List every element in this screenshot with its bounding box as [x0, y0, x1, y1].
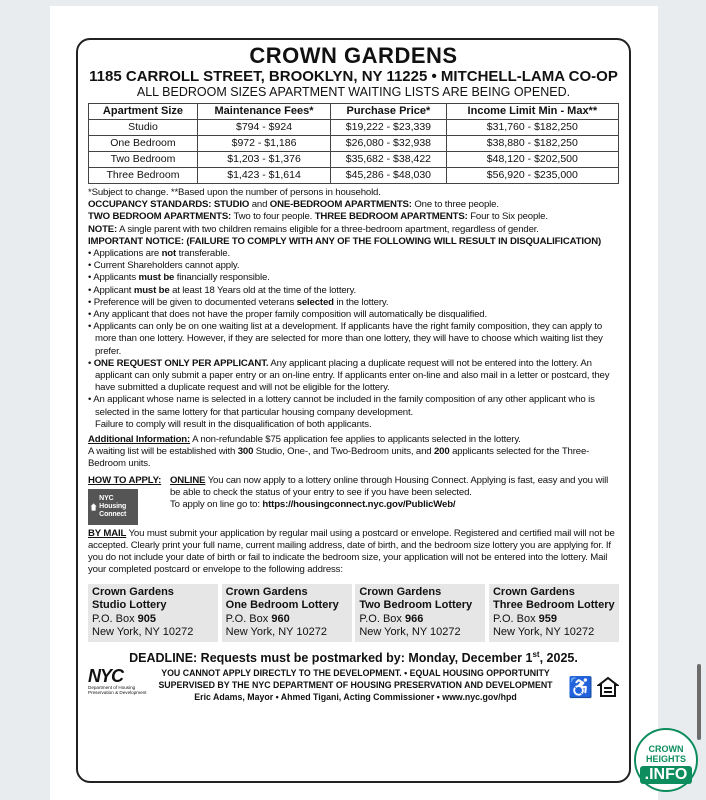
additional-line-2: [88, 446, 619, 470]
box-lottery: One Bedroom Lottery: [225, 599, 339, 612]
rule-text: in the lottery.: [336, 296, 389, 308]
po-label: P.O. Box: [225, 612, 269, 625]
equal-housing-icon: [597, 676, 619, 698]
occupancy-line: [88, 199, 619, 211]
additional-text: A non-refundable $75 application fee applies to applicants selected in the lottery.: [192, 434, 521, 446]
po-number: 960: [271, 612, 290, 625]
po-label: P.O. Box: [359, 612, 402, 625]
box-po: [359, 613, 481, 627]
table-header-row: [89, 104, 619, 120]
important-notice: [88, 236, 619, 248]
page-title: CROWN GARDENS: [249, 43, 458, 68]
rules-list: [88, 248, 619, 431]
rule-emphasis: must be: [133, 284, 170, 296]
badge-line-1: CROWN: [648, 744, 684, 754]
rule-text: at least 18 Years old at the time of the lottery.: [172, 284, 357, 296]
by-mail-label: BY MAIL: [88, 527, 127, 539]
rule-text: Any applicant that does not have the proper family composition will automatically be disqualified.: [93, 309, 487, 321]
address-box-one-bedroom: [222, 584, 352, 642]
studio-label: STUDIO: [213, 199, 250, 211]
apply-link-line: [170, 499, 619, 511]
rule-text: An applicant whose name is selected in a lottery cannot be included in the family composition of any other applicant who is selected in the same lottery for that particular housing company development.: [93, 394, 595, 418]
badge-line-1b: HEIGHTS: [645, 754, 686, 764]
list-item: [88, 260, 619, 272]
col-purchase: Purchase Price*: [331, 104, 447, 120]
table-cell: $972 - $1,186: [197, 136, 330, 152]
box-city: New York, NY 10272: [92, 626, 194, 639]
deadline-text: DEADLINE: Requests must be postmarked by: Monday, December 1: [129, 650, 533, 665]
count-300: 300: [237, 446, 254, 458]
note-line: [88, 224, 619, 236]
list-item: [88, 309, 619, 321]
list-item: [88, 297, 619, 309]
badge-line-2: .INFO: [640, 766, 692, 784]
box-city: New York, NY 10272: [359, 626, 461, 639]
table-cell: One Bedroom: [89, 136, 198, 152]
by-mail: [88, 528, 619, 577]
three-bedroom-label: THREE BEDROOM APARTMENTS:: [314, 211, 468, 223]
how-to-apply-label: HOW TO APPLY:: [88, 474, 162, 486]
additional-info: [88, 434, 619, 471]
address-line: 1185 CARROLL STREET, BROOKLYN, NY 11225 • MITCHELL-LAMA CO-OP: [89, 68, 618, 85]
how-to-apply: [88, 475, 619, 525]
table-cell: Two Bedroom: [89, 152, 198, 168]
table-cell: $31,760 - $182,250: [446, 120, 618, 136]
additional-text: A waiting list will be established with: [88, 446, 236, 458]
box-po: [92, 613, 214, 627]
footer-line-3: Eric Adams, Mayor • Ahmed Tigani, Acting Commissioner • www.nyc.gov/hpd: [194, 691, 517, 702]
rule-emphasis: not: [161, 248, 177, 260]
footer-line-2: SUPERVISED BY THE NYC DEPARTMENT OF HOUSING PRESERVATION AND DEVELOPMENT: [158, 679, 553, 690]
po-number: 959: [538, 612, 557, 625]
online-text: You can now apply to a lottery online through Housing Connect. Applying is fast, easy and you will be able to check the status of your entry to see if you have been selected.: [170, 474, 609, 498]
rule-text: Applicants: [93, 272, 136, 284]
and-text: and: [251, 199, 268, 211]
page: [50, 6, 658, 800]
mailing-addresses: [88, 584, 619, 642]
deadline-sup: st: [532, 649, 540, 659]
po-number: 905: [137, 612, 157, 625]
rule-text: Applicants can only be on one waiting list at a development. If applicants have the right family composition, they can apply to more than one lottery. However, if they are selected for more than one lottery, they will have to choose which waiting list they prefer.: [93, 321, 603, 357]
online-line: [170, 475, 619, 499]
table-cell: $1,423 - $1,614: [197, 168, 330, 184]
po-number: 966: [404, 612, 424, 625]
col-income: Income Limit Min - Max**: [446, 104, 618, 120]
col-maintenance: Maintenance Fees*: [197, 104, 330, 120]
table-row: [89, 120, 619, 136]
table-cell: $35,682 - $38,422: [331, 152, 447, 168]
footer-text: [152, 667, 559, 703]
col-apartment-size: Apartment Size: [89, 104, 198, 120]
table-cell: $26,080 - $32,938: [331, 136, 447, 152]
additional-text: applicants selected for the Three-Bedroom units.: [88, 446, 590, 470]
fees-table: [88, 103, 619, 184]
rule-text: Applications are: [93, 248, 160, 260]
notice-body: [88, 187, 619, 577]
footer-icons: [559, 675, 619, 700]
box-lottery: Studio Lottery: [92, 599, 167, 612]
table-cell: Three Bedroom: [89, 168, 198, 184]
table-row: [89, 152, 619, 168]
footer-line-1: YOU CANNOT APPLY DIRECTLY TO THE DEVELOPMENT. • EQUAL HOUSING OPPORTUNITY: [161, 667, 550, 678]
hpd-dept-text: Department of Housing Preservation & Development: [88, 684, 147, 695]
table-cell: Studio: [89, 120, 198, 136]
apply-url-link[interactable]: https://housingconnect.nyc.gov/PublicWeb/: [262, 499, 456, 511]
deadline-tail: , 2025.: [539, 650, 578, 665]
list-item: [88, 358, 619, 395]
additional-text: Studio, One-, and Two-Bedroom units, and: [255, 446, 432, 458]
table-row: [89, 168, 619, 184]
count-200: 200: [434, 446, 450, 458]
rule-text: Failure to comply will result in the disqualification of both applicants.: [95, 418, 372, 430]
one-bedroom-text: One to three people.: [414, 199, 499, 211]
box-name: Crown Gardens: [92, 585, 174, 598]
table-cell: $1,203 - $1,376: [197, 152, 330, 168]
list-item: [88, 394, 619, 431]
rule-text: Preference will be given to documented veterans: [93, 296, 295, 308]
two-bedroom-text: Two to four people.: [233, 211, 313, 223]
nyc-mark: NYC: [88, 665, 124, 686]
additional-line-1: [88, 434, 619, 446]
table-row: [89, 136, 619, 152]
rule-emphasis: must be: [138, 272, 175, 284]
accessibility-icon: ♿: [568, 676, 593, 699]
occupancy-label: OCCUPANCY STANDARDS:: [88, 199, 212, 211]
housing-connect-logo: [88, 489, 138, 525]
notice-card: [76, 38, 631, 783]
box-name: Crown Gardens: [359, 585, 442, 598]
apply-left: [88, 475, 170, 525]
box-po: [226, 613, 348, 627]
address-box-three-bedroom: [489, 584, 619, 642]
apply-online: [170, 475, 619, 525]
rule-text: financially responsible.: [176, 272, 270, 284]
rule-emphasis: ONE REQUEST ONLY PER APPLICANT.: [93, 357, 269, 369]
box-name: Crown Gardens: [492, 585, 575, 598]
box-city: New York, NY 10272: [225, 626, 327, 639]
table-cell: $794 - $924: [197, 120, 330, 136]
waiting-list-line: ALL BEDROOM SIZES APARTMENT WAITING LISTS ARE BEING OPENED.: [136, 85, 571, 99]
note-label: NOTE:: [88, 223, 118, 235]
nyc-logo: [88, 667, 152, 695]
po-label: P.O. Box: [492, 612, 536, 625]
crown-heights-badge: [634, 728, 698, 792]
mail-text: You must submit your application by regular mail using a postcard or envelope. Registered and certified mail will not be accepted. Clearly print your full name, current mailing address, date of birth, and the bedroom size lottery you are applying for. If you do not include your date of birth or fail to indicate the bedroom size, your application will not be entered into the lottery. Mail your completed postcard or envelope to the following address:: [88, 527, 615, 576]
list-item: [88, 285, 619, 297]
notes: [88, 187, 619, 248]
rule-text: Applicant: [93, 284, 132, 296]
address-box-two-bedroom: [355, 584, 485, 642]
important-text: IMPORTANT NOTICE: (FAILURE TO COMPLY WITH ANY OF THE FOLLOWING WILL RESULT IN DISQUALIFICATION): [88, 235, 602, 247]
two-bedroom-label: TWO BEDROOM APARTMENTS:: [88, 211, 232, 223]
list-item: [88, 321, 619, 358]
list-item: [88, 248, 619, 260]
go-text: To apply on line go to:: [170, 499, 260, 511]
logo-text: NYC Housing Connect: [99, 494, 127, 518]
rule-text: Any applicant placing a duplicate request will not be entered into the lottery. An applicant can only submit a paper entry or an on-line entry. If applicants enter on-line and also mail in a letter or postcard, they have submitted a duplicate request and will not be eligible for the lottery.: [95, 357, 610, 394]
two-three-line: [88, 211, 619, 223]
box-name: Crown Gardens: [225, 585, 308, 598]
list-item: [88, 272, 619, 284]
table-cell: $56,920 - $235,000: [446, 168, 618, 184]
footer: [88, 667, 619, 703]
table-cell: $19,222 - $23,339: [331, 120, 447, 136]
subject-note: *Subject to change. **Based upon the number of persons in household.: [88, 187, 381, 198]
one-bedroom-label: ONE-BEDROOM APARTMENTS:: [269, 199, 412, 211]
mail-paragraph: [88, 528, 619, 577]
address-box-studio: [88, 584, 218, 642]
rule-text: Current Shareholders cannot apply.: [93, 260, 240, 272]
note-text: A single parent with two children remains eligible for a three-bedroom apartment, regardless of gender.: [119, 223, 539, 235]
rule-text: transferable.: [178, 248, 230, 260]
house-icon: [90, 499, 97, 515]
box-lottery: Three Bedroom Lottery: [492, 599, 615, 612]
table-cell: $45,286 - $48,030: [331, 168, 447, 184]
box-city: New York, NY 10272: [492, 626, 595, 639]
deadline: [88, 650, 619, 665]
table-cell: $38,880 - $182,250: [446, 136, 618, 152]
scrollbar[interactable]: [697, 664, 701, 740]
online-label: ONLINE: [170, 474, 206, 486]
box-po: [493, 613, 615, 627]
rule-emphasis: selected: [296, 296, 334, 308]
po-label: P.O. Box: [92, 612, 135, 625]
additional-label: Additional Information:: [88, 434, 191, 446]
box-lottery: Two Bedroom Lottery: [359, 599, 473, 612]
three-bedroom-text: Four to Six people.: [470, 211, 548, 223]
table-cell: $48,120 - $202,500: [446, 152, 618, 168]
